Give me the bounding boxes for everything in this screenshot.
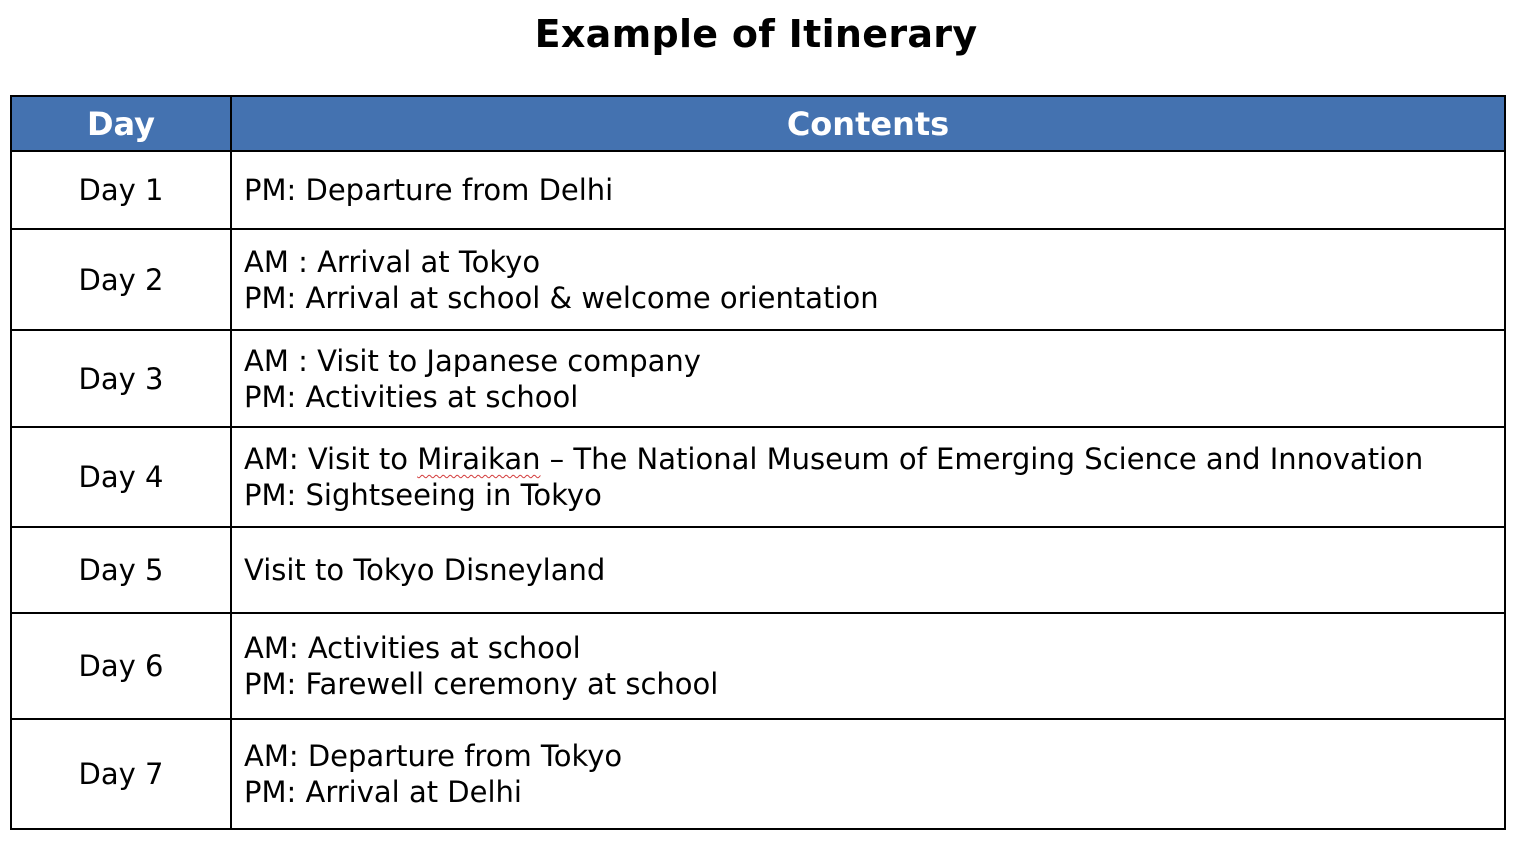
table-body — [11, 151, 1505, 829]
contents-line: PM: Sightseeing in Tokyo — [244, 478, 602, 512]
contents-line: PM: Arrival at Delhi — [244, 775, 522, 809]
contents-cell — [231, 527, 1505, 613]
contents-line: AM : Arrival at Tokyo — [244, 244, 541, 279]
contents-line: PM: Activities at school — [244, 379, 579, 414]
contents-line: PM: Departure from Delhi — [244, 173, 614, 207]
contents-text: AM: Visit to — [244, 442, 418, 476]
table-header — [11, 96, 1505, 151]
table-row — [11, 151, 1505, 229]
column-header-contents: Contents — [231, 96, 1505, 151]
day-cell: Day 4 — [11, 427, 231, 527]
contents-line: AM: Departure from Tokyo — [244, 739, 623, 773]
table-row — [11, 229, 1505, 330]
table-row — [11, 527, 1505, 613]
contents-line — [244, 441, 1496, 477]
table-row — [11, 330, 1505, 427]
day-cell: Day 5 — [11, 527, 231, 613]
day-cell: Day 7 — [11, 719, 231, 829]
contents-line: Visit to Tokyo Disneyland — [244, 553, 606, 587]
contents-cell — [231, 229, 1505, 330]
header-row — [11, 96, 1505, 151]
contents-line: PM: Arrival at school & welcome orientation — [244, 280, 879, 315]
contents-cell — [231, 613, 1505, 719]
day-cell: Day 3 — [11, 330, 231, 427]
spellcheck-flagged-word[interactable]: Miraikan — [417, 442, 541, 476]
contents-line: PM: Farewell ceremony at school — [244, 667, 719, 701]
day-cell: Day 1 — [11, 151, 231, 229]
contents-cell — [231, 330, 1505, 427]
contents-cell — [231, 427, 1505, 527]
contents-line: AM : Visit to Japanese company — [244, 343, 701, 378]
itinerary-table — [10, 95, 1506, 830]
day-cell: Day 6 — [11, 613, 231, 719]
table-row — [11, 719, 1505, 829]
page-title: Example of Itinerary — [534, 12, 978, 56]
column-header-day: Day — [11, 96, 231, 151]
contents-cell — [231, 151, 1505, 229]
table-row — [11, 427, 1505, 527]
contents-cell — [231, 719, 1505, 829]
contents-text: – The National Museum of Emerging Science and Innovation — [540, 442, 1424, 476]
table-row — [11, 613, 1505, 719]
day-cell: Day 2 — [11, 229, 231, 330]
contents-line: AM: Activities at school — [244, 631, 581, 665]
